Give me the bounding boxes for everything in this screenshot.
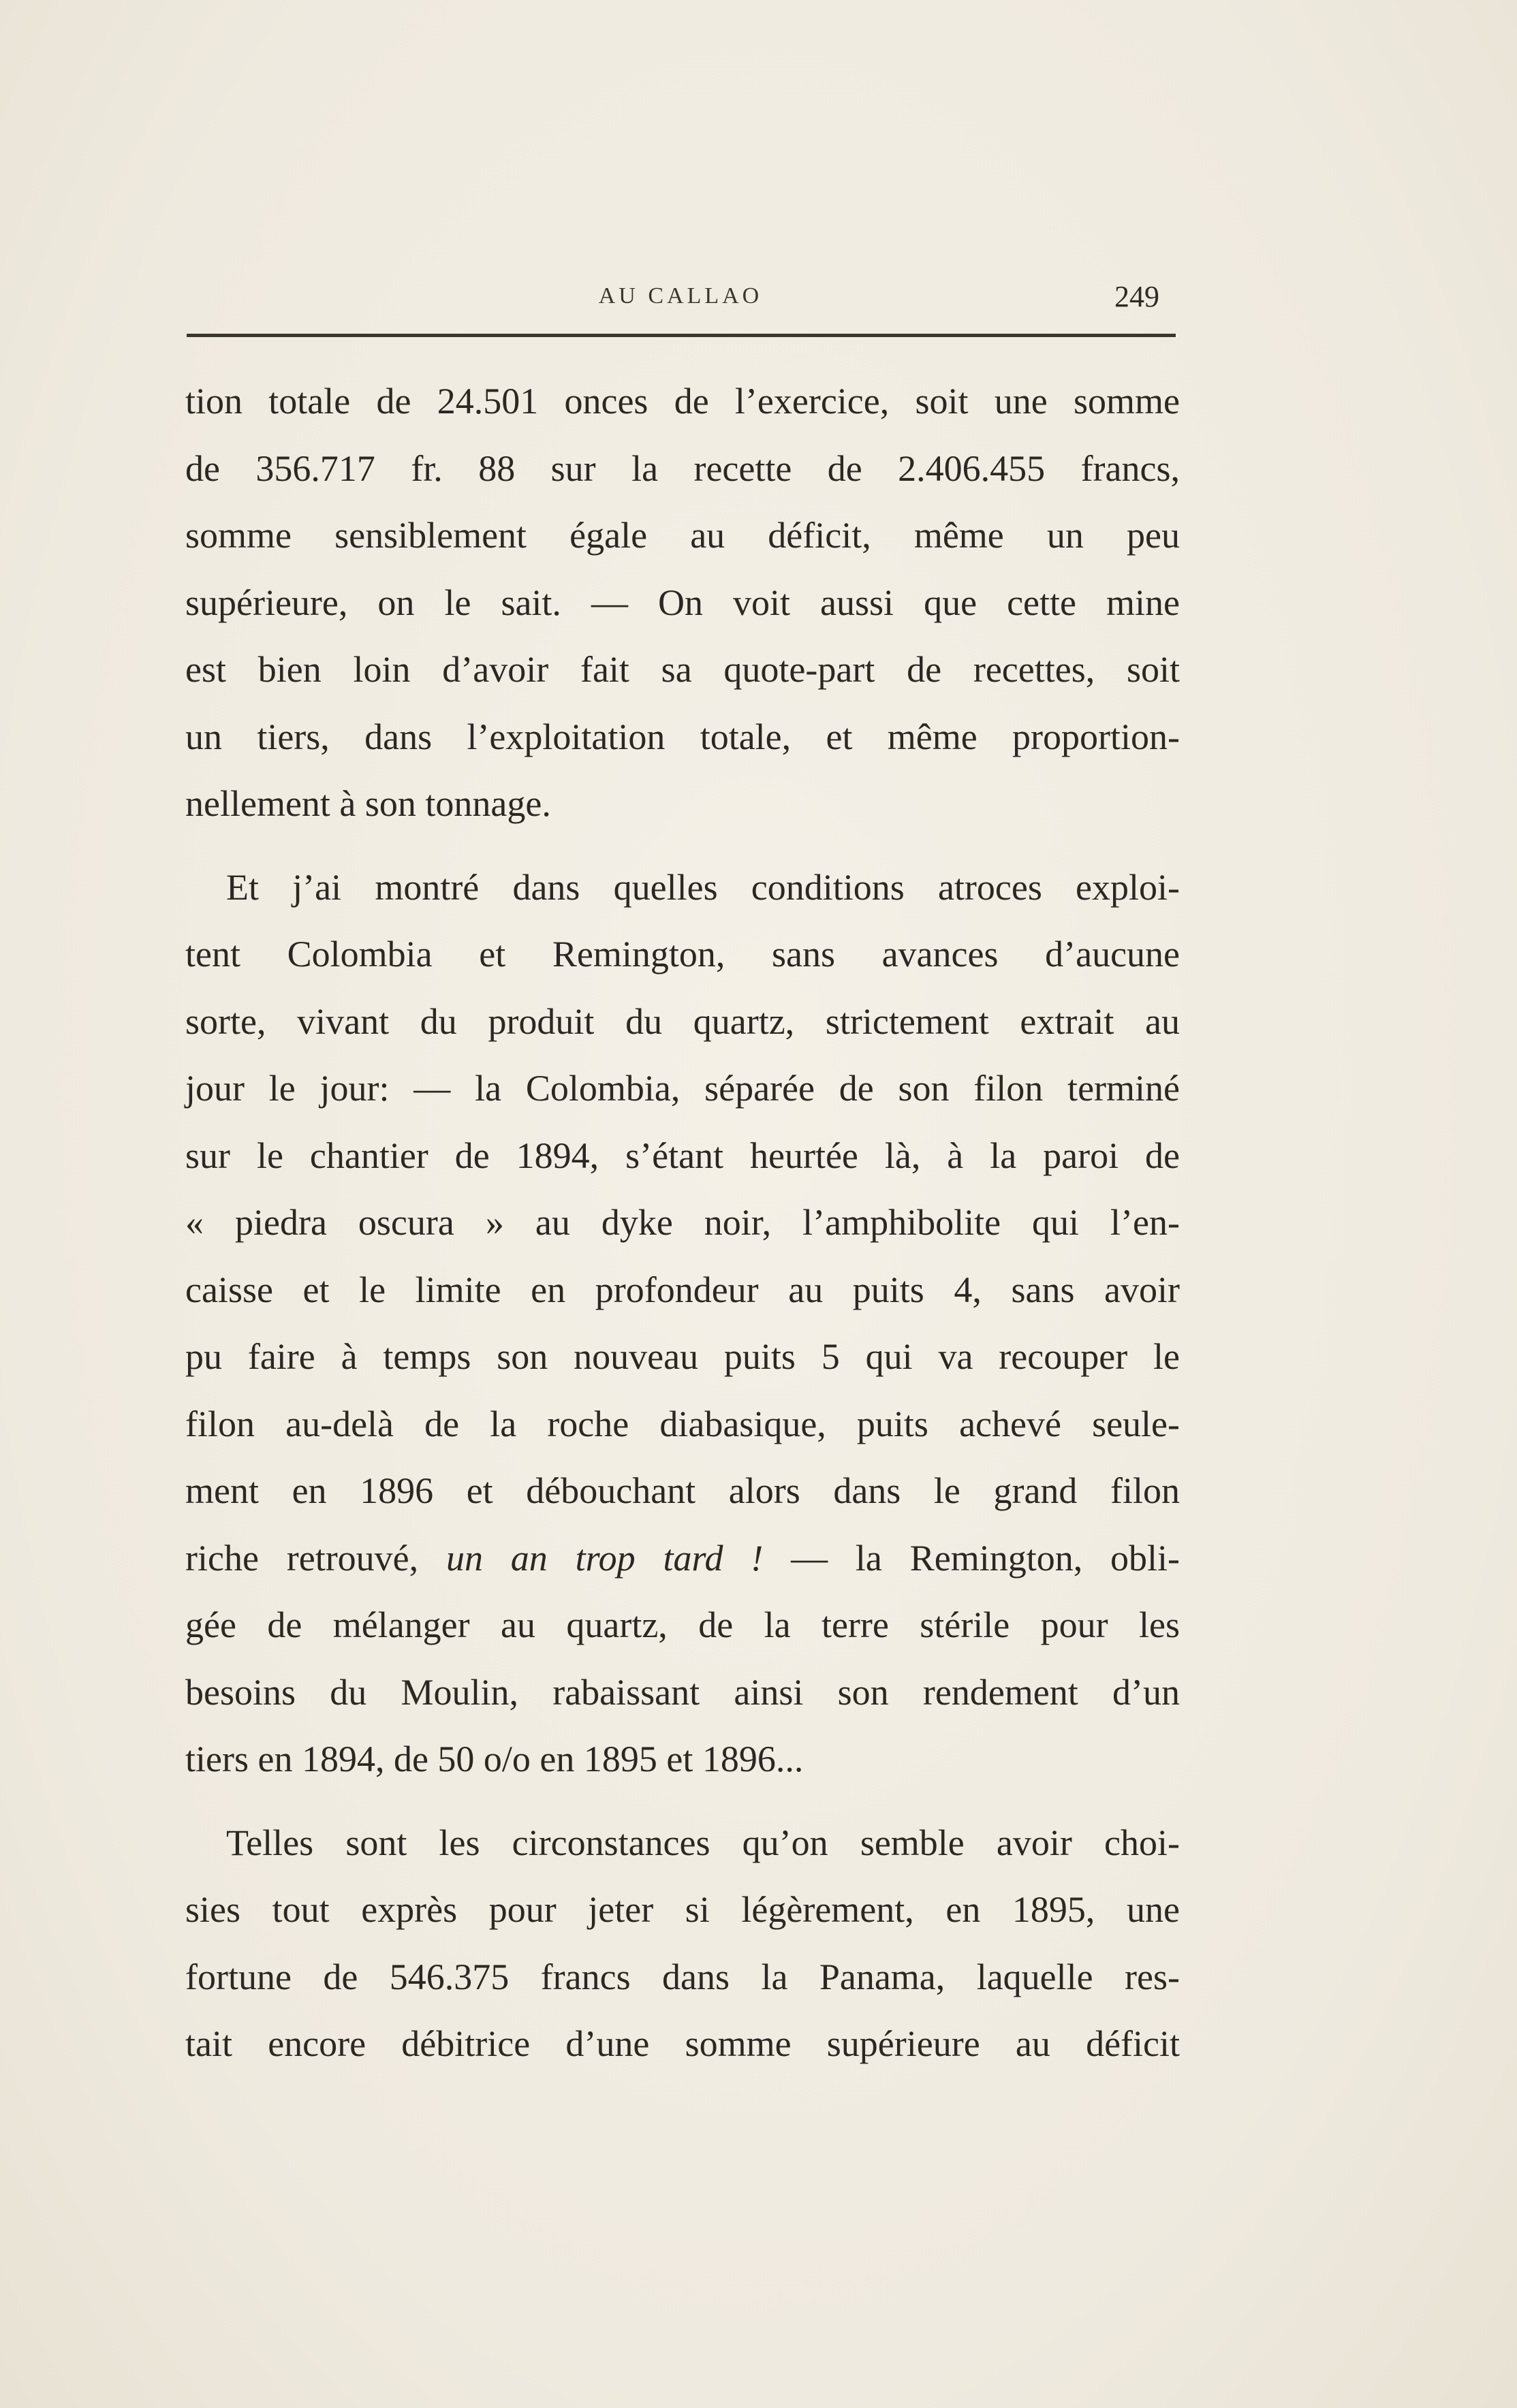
text-line: sies tout exprès pour jeter si légèrement, en 1895, une — [185, 1889, 1180, 1930]
text-line: somme sensiblement égale au déficit, même un peu — [185, 515, 1180, 556]
text-line: un tiers, dans l’exploitation totale, et même proportion- — [185, 716, 1180, 757]
paragraph-1 — [185, 368, 1180, 838]
text-line: besoins du Moulin, rabaissant ainsi son rendement d’un — [185, 1671, 1180, 1713]
text-line: de 356.717 fr. 88 sur la recette de 2.406.455 francs, — [185, 447, 1180, 489]
page-header — [183, 279, 1178, 320]
text-line-mixed — [185, 1525, 1180, 1592]
text-line: Telles sont les circonstances qu’on semble avoir choi- — [226, 1822, 1180, 1863]
text-segment: riche retrouvé, — [185, 1537, 419, 1579]
text-line: jour le jour: — la Colombia, séparée de son filon terminé — [185, 1068, 1180, 1109]
text-line: pu faire à temps son nouveau puits 5 qui va recouper le — [185, 1336, 1180, 1377]
text-line: supérieure, on le sait. — On voit aussi que cette mine — [185, 582, 1180, 623]
page-number: 249 — [1114, 280, 1159, 313]
text-segment: — la Remington, obli- — [791, 1537, 1180, 1579]
text-line: « piedra oscura » au dyke noir, l’amphibolite qui l’en- — [185, 1202, 1180, 1243]
text-line: nellement à son tonnage. — [185, 783, 551, 824]
text-line: gée de mélanger au quartz, de la terre stérile pour les — [185, 1604, 1180, 1645]
text-line: sur le chantier de 1894, s’étant heurtée là, à la paroi de — [185, 1135, 1180, 1176]
italic-phrase: un an trop tard ! — [445, 1537, 764, 1579]
text-line: tait encore débitrice d’une somme supérieure au déficit — [185, 2023, 1180, 2064]
text-line: fortune de 546.375 francs dans la Panama, laquelle res- — [185, 1956, 1180, 1997]
text-line: Et j’ai montré dans quelles conditions atroces exploi- — [226, 866, 1180, 908]
text-line: caisse et le limite en profondeur au puits 4, sans avoir — [185, 1269, 1180, 1310]
text-line: ment en 1896 et débouchant alors dans le grand filon — [185, 1470, 1180, 1511]
body-text — [185, 368, 1180, 2078]
text-line: tion totale de 24.501 onces de l’exercice, soit une somme — [185, 381, 1180, 422]
text-line: filon au-delà de la roche diabasique, puits achevé seule- — [185, 1403, 1180, 1444]
text-line: sorte, vivant du produit du quartz, strictement extrait au — [185, 1000, 1180, 1042]
text-line: tiers en 1894, de 50 o/o en 1895 et 1896... — [185, 1739, 804, 1779]
paragraph-3 — [185, 1809, 1180, 2078]
header-rule — [187, 334, 1176, 337]
paragraph-2 — [185, 854, 1180, 1793]
running-head: AU CALLAO — [598, 283, 763, 308]
text-line: tent Colombia et Remington, sans avances d’aucune — [185, 934, 1180, 975]
text-line: est bien loin d’avoir fait sa quote-part de recettes, soit — [185, 649, 1180, 690]
